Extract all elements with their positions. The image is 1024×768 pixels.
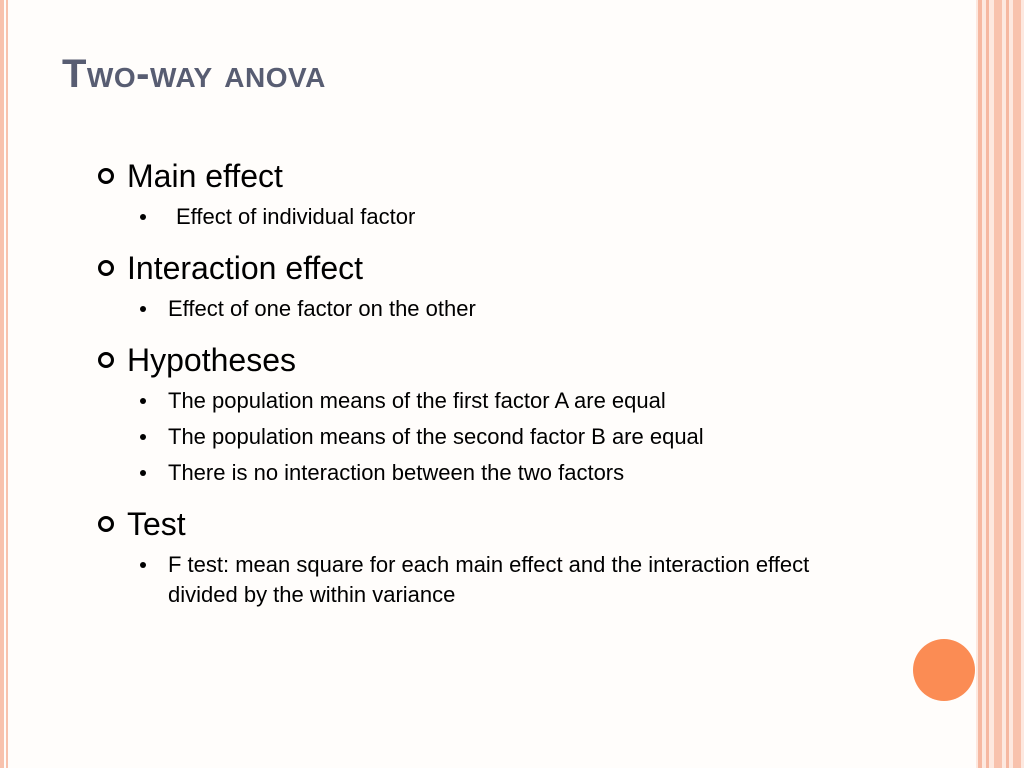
level1-bullet: [98, 504, 878, 544]
sub-bullet-text: The population means of the second factor B are equal: [168, 424, 704, 449]
sub-bullet: [98, 458, 878, 488]
section-heading: Test: [127, 506, 186, 542]
dot-bullet-icon: [140, 214, 146, 220]
right-border-stripe: [986, 0, 989, 768]
decorative-orange-circle: [913, 639, 975, 701]
right-border-stripe: [994, 0, 1002, 768]
sub-bullet: [98, 202, 878, 232]
level1-bullet: [98, 340, 878, 380]
dot-bullet-icon: [140, 306, 146, 312]
sub-bullet-text: Effect of individual factor: [176, 204, 416, 229]
ring-bullet-icon: [98, 260, 114, 276]
sub-bullet: [98, 422, 878, 452]
dot-bullet-icon: [140, 434, 146, 440]
slide-title: Two-way anova: [62, 52, 326, 96]
sub-bullet-list: [98, 386, 878, 488]
sub-bullet-text: Effect of one factor on the other: [168, 296, 476, 321]
section-heading: Hypotheses: [127, 342, 296, 378]
sub-bullet-text: The population means of the first factor A are equal: [168, 388, 666, 413]
left-border-stripe: [6, 0, 8, 768]
section-heading: Main effect: [127, 158, 283, 194]
section-main-effect: [98, 156, 878, 232]
sub-bullet-text: F test: mean square for each main effect and the interaction effect divided by the within variance: [168, 552, 810, 607]
section-heading: Interaction effect: [127, 250, 363, 286]
level1-bullet: [98, 156, 878, 196]
section-hypotheses: [98, 340, 878, 488]
sub-bullet: [98, 294, 878, 324]
left-border-stripe: [0, 0, 4, 768]
section-interaction-effect: [98, 248, 878, 324]
sub-bullet-text: There is no interaction between the two factors: [168, 460, 625, 485]
section-test: [98, 504, 878, 610]
sub-bullet-list: [98, 202, 878, 232]
dot-bullet-icon: [140, 562, 146, 568]
dot-bullet-icon: [140, 398, 146, 404]
slide-content: [98, 156, 878, 626]
sub-bullet-list: [98, 550, 878, 610]
ring-bullet-icon: [98, 516, 114, 532]
dot-bullet-icon: [140, 470, 146, 476]
ring-bullet-icon: [98, 168, 114, 184]
sub-bullet: [98, 550, 878, 610]
level1-bullet: [98, 248, 878, 288]
right-border-stripe: [1013, 0, 1021, 768]
sub-bullet: [98, 386, 878, 416]
right-border-stripe: [978, 0, 982, 768]
sub-bullet-list: [98, 294, 878, 324]
ring-bullet-icon: [98, 352, 114, 368]
right-border-stripe: [1006, 0, 1009, 768]
